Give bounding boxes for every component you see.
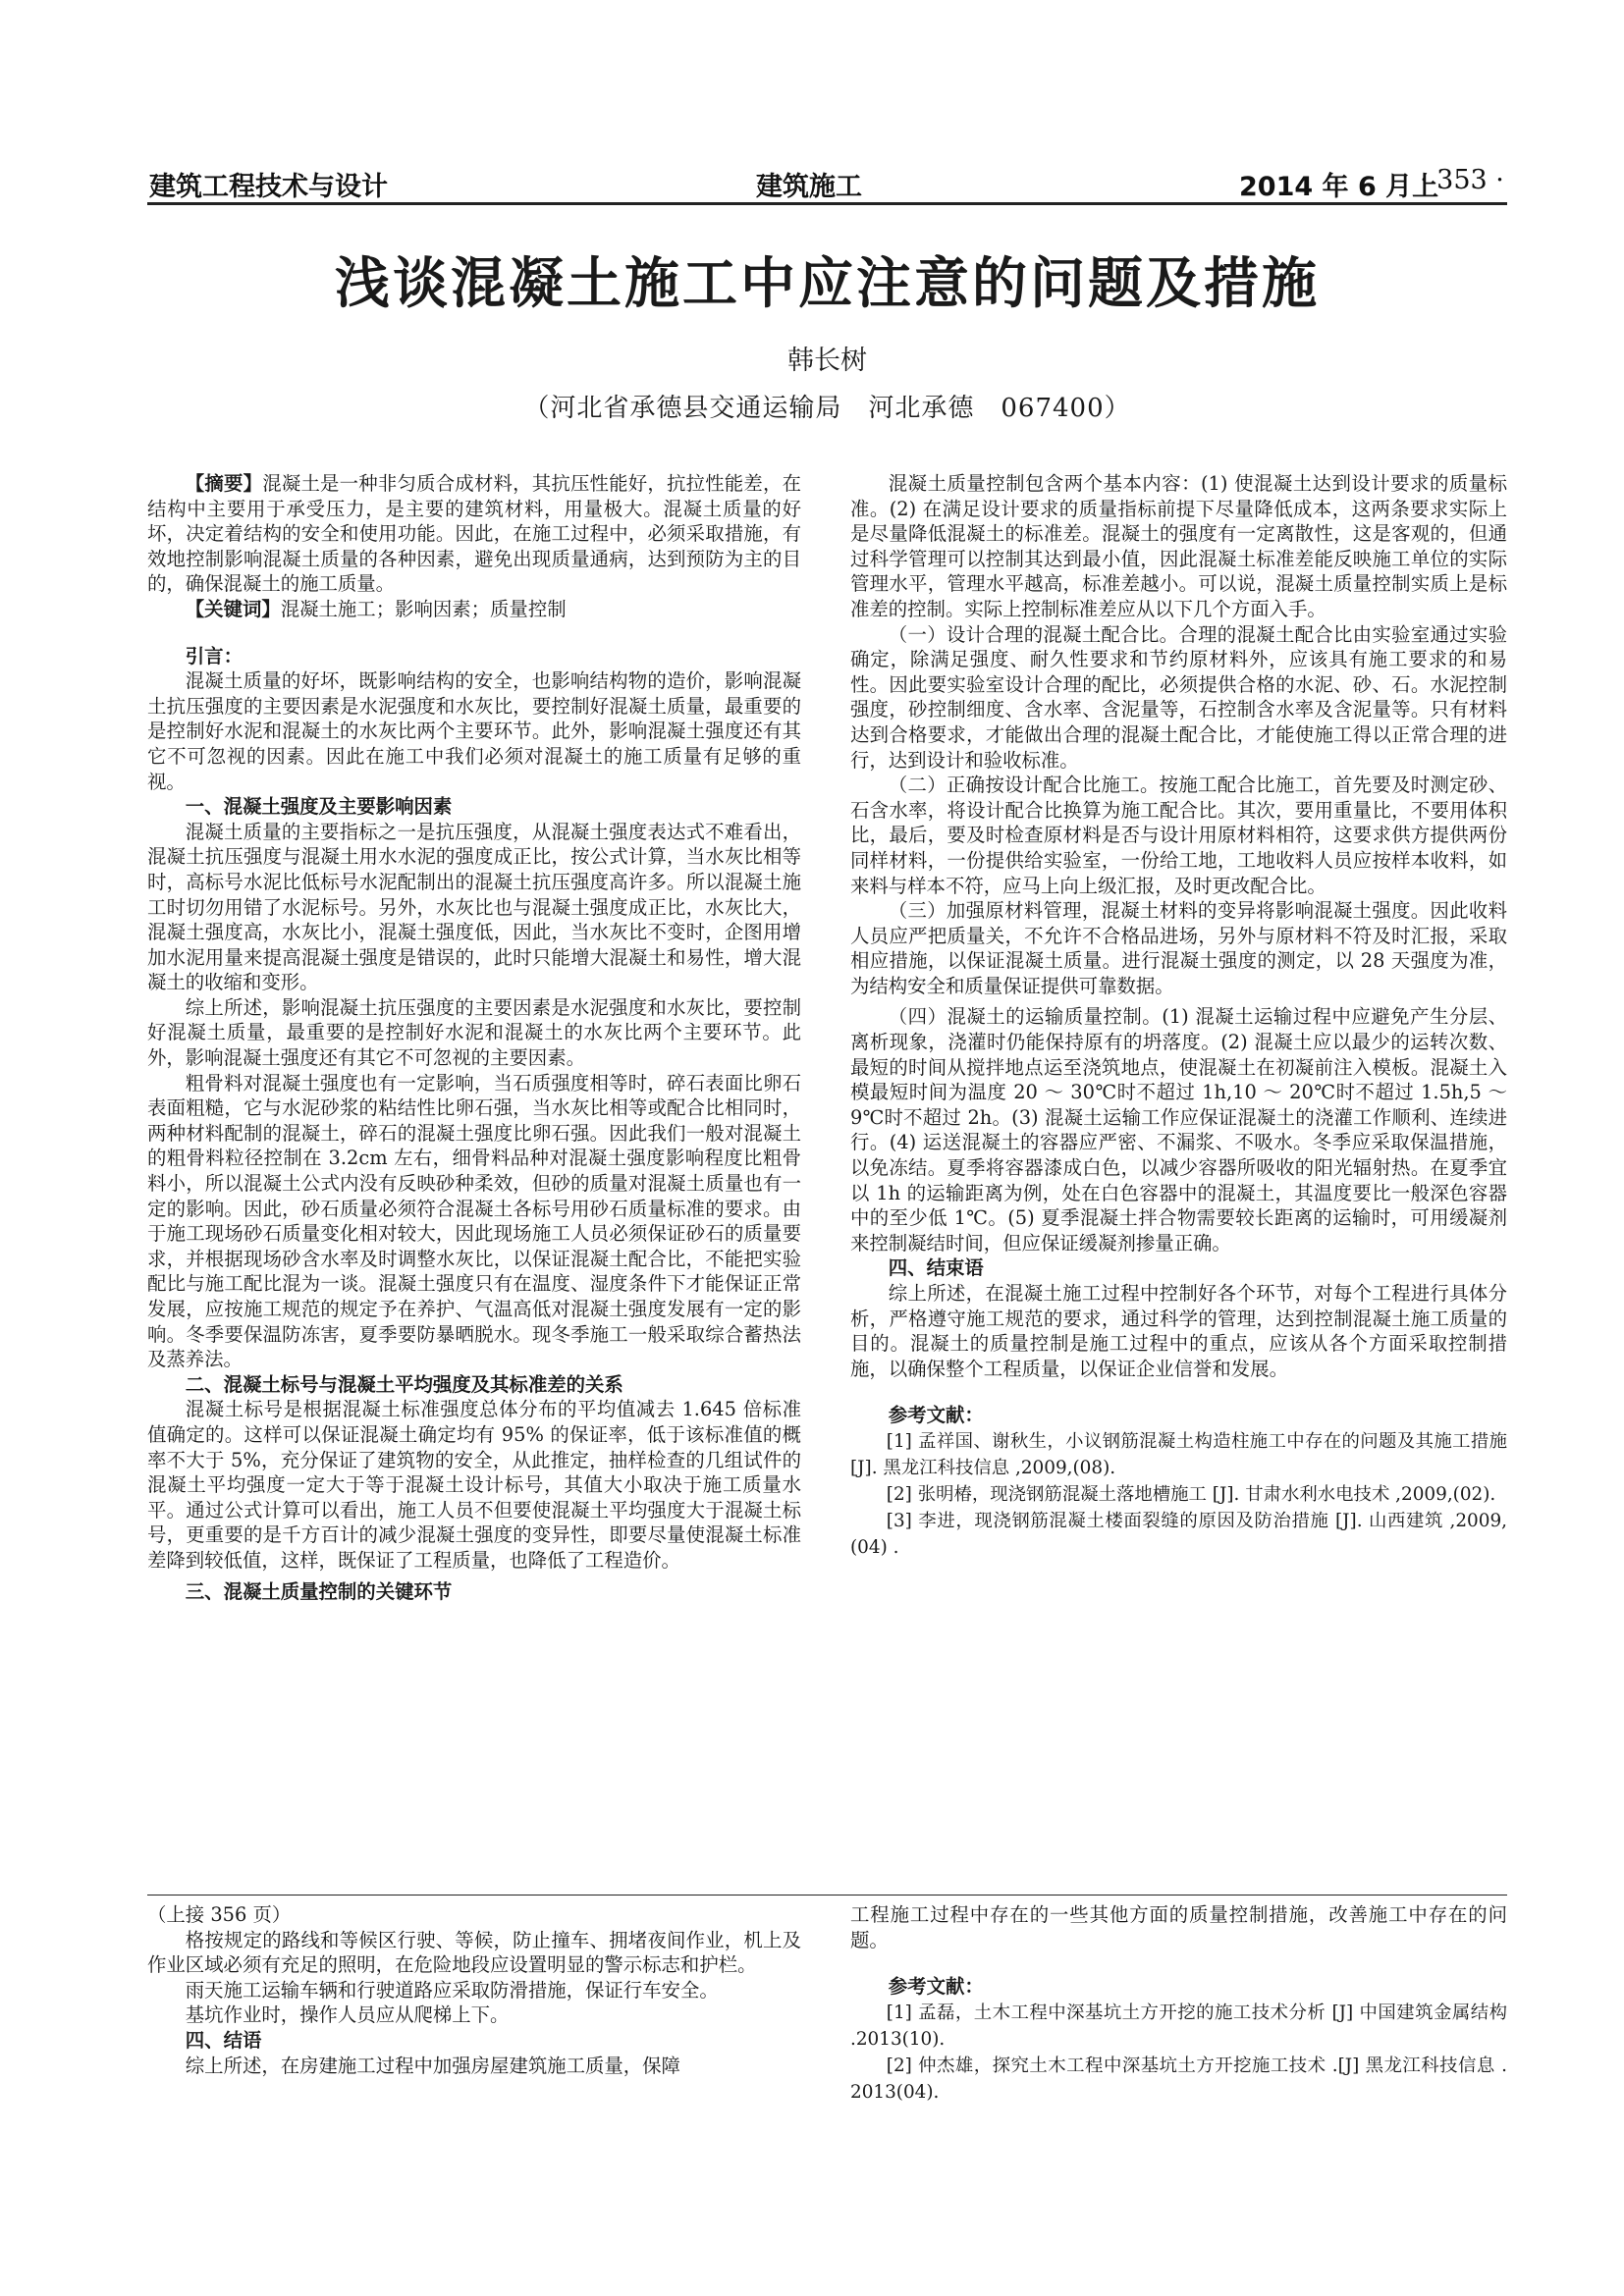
article-title: 浅谈混凝土施工中应注意的问题及措施 xyxy=(335,252,1320,316)
continuation-rule xyxy=(147,1895,1507,1896)
paragraph: 基坑作业时，操作人员应从爬梯上下。 xyxy=(185,2003,510,2027)
paragraph: 综上所述，影响混凝土抗压强度的主要因素是水泥强度和水灰比，要控制好混凝土质量，最重要的是控制好水泥和混凝土的水灰比两个主要环节。此外，影响混凝土强度还有其它不可忽视的主要因素。 xyxy=(147,995,801,1070)
reference-item: [2] 张明椿，现浇钢筋混凝土落地槽施工 [J]. 甘肃水利水电技术 ,2009,(02). xyxy=(886,1483,1496,1505)
paragraph: （四）混凝土的运输质量控制。(1) 混凝土运输过程中应避免产生分层、离析现象，浇灌时仍能保持原有的坍落度。(2) 混凝土应以最少的运转次数、最短的时间从搅拌地点运至浇筑地点，使混凝土在初凝前注入模板。混凝土入模最短时间为温度 20 ～ 30℃时不超过 1h,10 ～ 20℃时不超过 1.5h,5 ～ 9℃时不超过 2h。(3) 混凝土运输工作应保证混凝土的浇灌工作顺利、连续进行。(4) 运送混凝土的容器应严密、不漏浆、不吸水。冬季应采取保温措施，以免冻结。夏季将容器漆成白色，以减少容器所吸收的阳光辐射热。在夏季宜以 1h 的运输距离为例，处在白色容器中的混凝土，其温度要比一般深色容器中的至少低 1℃。(5) 夏季混凝土拌合物需要较长距离的运输时，可用缓凝剂来控制凝结时间，但应保证缓凝剂掺量正确。 xyxy=(850,1005,1507,1255)
paragraph: 综上所述，在房建施工过程中加强房屋建筑施工质量，保障 xyxy=(185,2054,680,2077)
abstract-label: 【摘要】 xyxy=(185,472,263,495)
paragraph: （一）设计合理的混凝土配合比。合理的混凝土配合比由实验室通过实验确定，除满足强度、耐久性要求和节约原材料外，应该具有施工要求的和易性。因此要实验室设计合理的配比，必须提供合格的水泥、砂、石。水泥控制强度，砂控制细度、含水率、含泥量等，石控制含水率及含泥量等。只有材料达到合格要求，才能做出合理的混凝土配合比，才能使施工得以正常合理的进行，达到设计和验收标准。 xyxy=(850,622,1507,772)
issue-date: 2014 年 6 月上 xyxy=(1239,172,1439,202)
section-heading-4: 四、结束语 xyxy=(888,1256,984,1280)
continuation-note: （上接 356 页） xyxy=(147,1903,292,1926)
right-column xyxy=(850,471,1507,1561)
reference-item: [2] 仲杰雄，探究土木工程中深基坑土方开挖施工技术 .[J] 黑龙江科技信息 . 2013(04). xyxy=(850,2055,1507,2103)
section-heading-1: 一、混凝土强度及主要影响因素 xyxy=(185,795,453,819)
keywords-label: 【关键词】 xyxy=(185,597,281,620)
section-heading-2: 二、混凝土标号与混凝土平均强度及其标准差的关系 xyxy=(185,1372,623,1396)
left-column xyxy=(147,471,801,1604)
keywords xyxy=(147,597,801,622)
paragraph: 雨天施工运输车辆和行驶道路应采取防滑措施，保证行车安全。 xyxy=(185,1978,719,2002)
section-name: 建筑施工 xyxy=(756,172,862,202)
references-heading: 参考文献： xyxy=(888,1404,984,1427)
intro-heading: 引言： xyxy=(185,644,243,667)
abstract xyxy=(147,471,801,597)
abstract-text: 混凝土是一种非匀质合成材料，其抗压性能好，抗拉性能差，在结构中主要用于承受压力，是主要的建筑材料，用量极大。混凝土质量的好坏，决定着结构的安全和使用功能。因此，在施工过程中，必须采取措施，有效地控制影响混凝土质量的各种因素，避免出现质量通病，达到预防为主的目的，确保混凝土的施工质量。 xyxy=(147,472,802,596)
paragraph: 粗骨料对混凝土强度也有一定影响，当石质强度相等时，碎石表面比卵石表面粗糙，它与水泥砂浆的粘结性比卵石强，当水灰比相等或配合比相同时，两种材料配制的混凝土，碎石的混凝土强度比卵石强。因此我们一般对混凝土的粗骨料粒径控制在 3.2cm 左右，细骨料品种对混凝土强度影响程度比粗骨料小，所以混凝土公式内没有反映砂种柔效，但砂的质量对混凝土质量也有一定的影响。因此，砂石质量必须符合混凝土各标号用砂石质量标准的要求。由于施工现场砂石质量变化相对较大，因此现场施工人员必须保证砂石的质量要求，并根据现场砂含水率及时调整水灰比，以保证混凝土配合比，不能把实验配比与施工配比混为一谈。混凝土强度只有在温度、湿度条件下才能保证正常发展，应按施工规范的规定予在养护、气温高低对混凝土强度发展有一定的影响。冬季要保温防冻害，夏季要防暴晒脱水。现冬季施工一般采取综合蓄热法及蒸养法。 xyxy=(147,1071,801,1371)
paragraph: （二）正确按设计配合比施工。按施工配合比施工，首先要及时测定砂、石含水率，将设计配合比换算为施工配合比。其次，要用重量比，不要用体积比，最后，要及时检查原材料是否与设计用原材料相符，这要求供方提供两份同样材料，一份提供给实验室，一份给工地，工地收料人员应按样本收料，如来料与样本不符，应马上向上级汇报，及时更改配合比。 xyxy=(850,774,1507,897)
paragraph: 混凝土质量控制包含两个基本内容：(1) 使混凝土达到设计要求的质量标准。(2) 在满足设计要求的质量指标前提下尽量降低成本，这两条要求实际上是尽量降低混凝土的标准差。混凝土的强度有一定离散性，这是客观的，但通过科学管理可以控制其达到最小值，因此混凝土标准差能反映施工单位的实际管理水平，管理水平越高，标准差越小。可以说，混凝土质量控制实质上是标准差的控制。实际上控制标准差应从以下几个方面入手。 xyxy=(850,472,1507,620)
paragraph: 格按规定的路线和等候区行驶、等候，防止撞车、拥堵夜间作业，机上及作业区域必须有充足的照明，在危险地段应设置明显的警示标志和护栏。 xyxy=(147,1928,801,1977)
reference-item: [1] 孟祥国、谢秋生，小议钢筋混凝土构造柱施工中存在的问题及其施工措施 [J]. 黑龙江科技信息 ,2009,(08). xyxy=(850,1430,1507,1478)
continuation-right-column xyxy=(850,1902,1507,2106)
author-affiliation: （河北省承德县交通运输局 河北承德 067400） xyxy=(523,394,1131,423)
article-author: 韩长树 xyxy=(787,346,867,376)
paragraph: 工程施工过程中存在的一些其他方面的质量控制措施，改善施工中存在的问题。 xyxy=(850,1903,1507,1951)
continuation-left-column xyxy=(147,1902,801,2078)
reference-item: [3] 李进，现浇钢筋混凝土楼面裂缝的原因及防治措施 [J]. 山西建筑 ,2009,(04) . xyxy=(850,1510,1507,1558)
section-heading-3: 三、混凝土质量控制的关键环节 xyxy=(185,1579,453,1603)
paragraph: 综上所述，在混凝土施工过程中控制好各个环节，对每个工程进行具体分析，严格遵守施工规范的要求，通过科学的管理，达到控制混凝土施工质量的目的。混凝土的质量控制是施工过程中的重点，应该从各个方面采取控制措施，以确保整个工程质量，以保证企业信誉和发展。 xyxy=(850,1282,1507,1380)
conclusion-heading: 四、结语 xyxy=(185,2028,262,2052)
header-rule xyxy=(147,202,1507,205)
page-number: · 353 · xyxy=(1420,165,1504,195)
paragraph: 混凝土标号是根据混凝土标准强度总体分布的平均值减去 1.645 倍标准值确定的。这样可以保证混凝土确定均有 95% 的保证率，低于该标准值的概率不大于 5%，充分保证了建筑物的安全，从此推定，抽样检查的几组试件的混凝土平均强度一定大于等于混凝土设计标号，其值大小取决于施工质量水平。通过公式计算可以看出，施工人员不但要使混凝土平均强度大于混凝土标号，更重要的是千方百计的减少混凝土强度的变异性，即要尽量使混凝土标准差降到较低值，这样，既保证了工程质量，也降低了工程造价。 xyxy=(147,1398,801,1572)
paragraph: （三）加强原材料管理，混凝土材料的变异将影响混凝土强度。因此收料人员应严把质量关，不允许不合格品进场，另外与原材料不符及时汇报，采取相应措施，以保证混凝土质量。进行混凝土强度的测定，以 28 天强度为准，为结构安全和质量保证提供可靠数据。 xyxy=(850,899,1507,997)
paragraph: 混凝土质量的主要指标之一是抗压强度，从混凝土强度表达式不难看出，混凝土抗压强度与混凝土用水水泥的强度成正比，按公式计算，当水灰比相等时，高标号水泥比低标号水泥配制出的混凝土抗压强度高许多。所以混凝土施工时切勿用错了水泥标号。另外，水灰比也与混凝土强度成正比，水灰比大，混凝土强度高，水灰比小，混凝土强度低，因此，当水灰比不变时，企图用增加水泥用量来提高混凝土强度是错误的，此时只能增大混凝土和易性，增大混凝土的收缩和变形。 xyxy=(147,820,801,994)
keywords-text: 混凝土施工；影响因素；质量控制 xyxy=(280,597,567,620)
journal-name: 建筑工程技术与设计 xyxy=(149,172,388,202)
reference-item: [1] 孟磊，土木工程中深基坑土方开挖的施工技术分析 [J] 中国建筑金属结构 .2013(10). xyxy=(850,2002,1507,2050)
paragraph: 混凝土质量的好坏，既影响结构的安全，也影响结构物的造价，影响混凝土抗压强度的主要因素是水泥强度和水灰比，要控制好混凝土质量，最重要的是控制好水泥和混凝土的水灰比两个主要环节。此外，影响混凝土强度还有其它不可忽视的因素。因此在施工中我们必须对混凝土的施工质量有足够的重视。 xyxy=(147,669,801,793)
references-heading: 参考文献： xyxy=(888,1975,984,1999)
